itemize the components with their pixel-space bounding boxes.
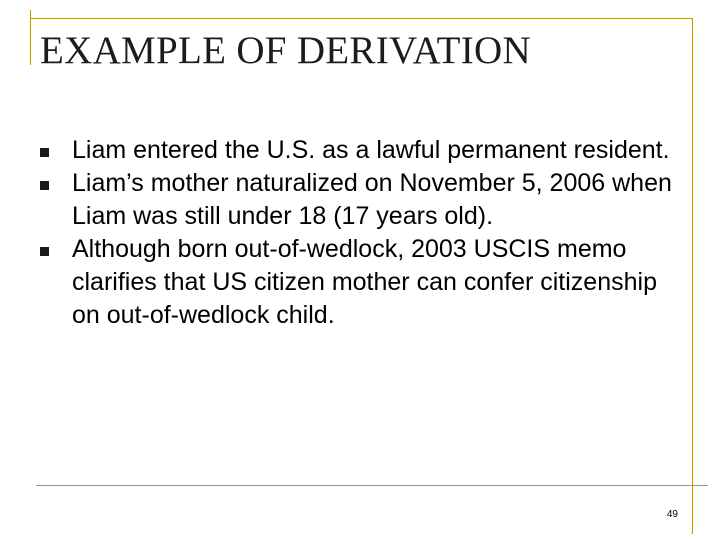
slide-title: EXAMPLE OF DERIVATION — [40, 29, 531, 72]
bullet-item — [40, 167, 680, 233]
frame-left-line — [30, 10, 31, 65]
page-number: 49 — [666, 509, 678, 520]
bullet-item — [40, 233, 680, 332]
frame-bottom-line — [36, 485, 708, 486]
frame-right-line — [692, 18, 693, 534]
square-bullet-icon — [40, 148, 49, 157]
bullet-text: Liam entered the U.S. as a lawful permanent resident. — [72, 136, 670, 164]
bullet-list — [40, 134, 680, 332]
square-bullet-icon — [40, 247, 49, 256]
frame-top-line — [30, 18, 692, 19]
square-bullet-icon — [40, 181, 49, 190]
bullet-text: Liam’s mother naturalized on November 5, 2006 when Liam was still under 18 (17 years old). — [72, 169, 672, 230]
bullet-text: Although born out-of-wedlock, 2003 USCIS memo clarifies that US citizen mother can confer citizenship on out-of-wedlock child. — [72, 235, 657, 329]
bullet-item — [40, 134, 680, 167]
